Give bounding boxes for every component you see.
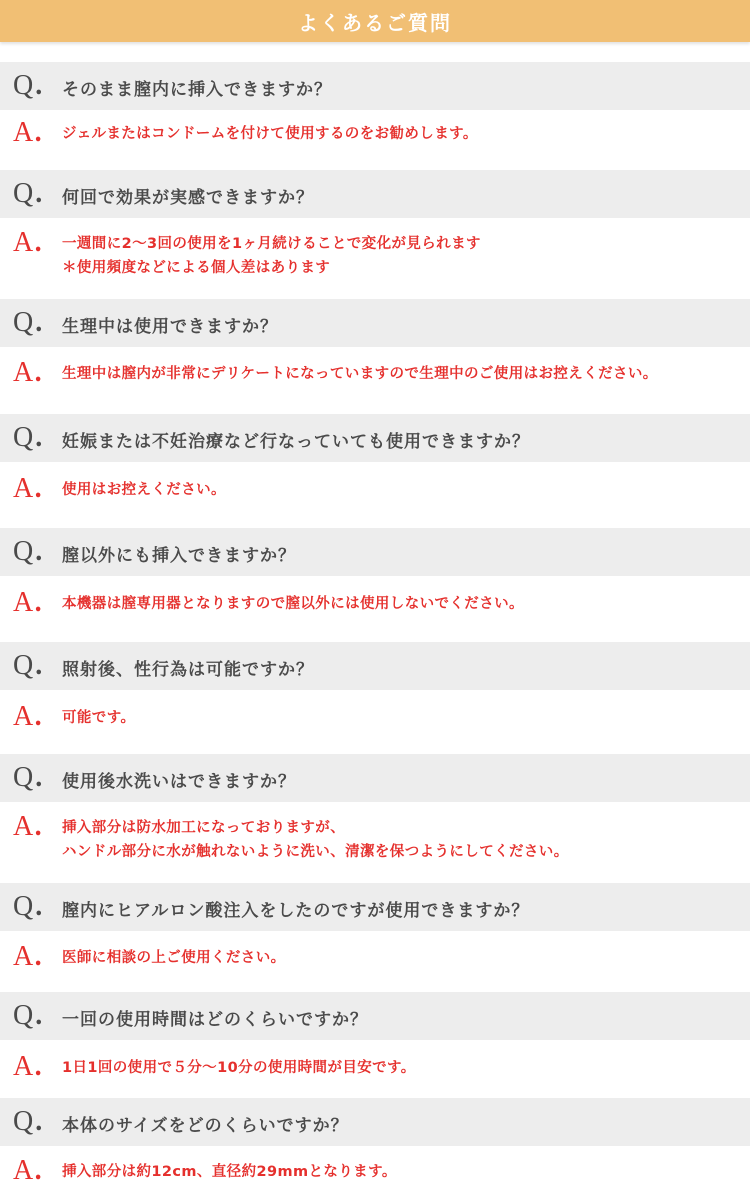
faq-answer-text: 挿入部分は約12cm、直径約29mmとなります。 <box>62 1164 397 1180</box>
faq-answer-text: 使用はお控えください。 <box>62 482 226 498</box>
faq-question-text: 膣内にヒアルロン酸注入をしたのですが使用できますか？ <box>62 901 530 921</box>
faq-question-row <box>0 883 750 931</box>
faq-question-row <box>0 642 750 690</box>
faq-question-text: 妊娠または不妊治療など行なっていても使用できますか？ <box>62 432 530 452</box>
faq-question-row <box>0 992 750 1040</box>
answer-mark: A. <box>13 1051 43 1082</box>
faq-question-text: 本体のサイズをどのくらいですか？ <box>62 1116 349 1136</box>
faq-question-text: そのまま膣内に挿入できますか？ <box>62 80 332 100</box>
faq-question-row <box>0 62 750 110</box>
question-mark: Q. <box>13 1106 44 1137</box>
faq-answer-text: 医師に相談の上ご使用ください。 <box>62 950 286 966</box>
question-mark: Q. <box>13 307 44 338</box>
faq-question-text: 生理中は使用できますか？ <box>62 317 278 337</box>
question-mark: Q. <box>13 422 44 453</box>
question-mark: Q. <box>13 70 44 101</box>
answer-mark: A. <box>13 117 43 148</box>
page-header <box>0 0 750 42</box>
faq-answer-note: ＊使用頻度などによる個人差はあります <box>62 260 331 276</box>
faq-question-row <box>0 1098 750 1146</box>
question-mark: Q. <box>13 762 44 793</box>
faq-answer-text: ジェルまたはコンドームを付けて使用するのをお勧めします。 <box>62 126 478 142</box>
question-mark: Q. <box>13 1000 44 1031</box>
answer-mark: A. <box>13 941 43 972</box>
answer-mark: A. <box>13 701 43 732</box>
answer-mark: A. <box>13 811 43 842</box>
faq-question-row <box>0 754 750 802</box>
faq-answer-text: 本機器は膣専用器となりますので膣以外には使用しないでください。 <box>62 596 524 612</box>
page-title: よくあるご質問 <box>298 10 452 35</box>
faq-question-row <box>0 414 750 462</box>
faq-question-row <box>0 170 750 218</box>
faq-question-text: 膣以外にも挿入できますか？ <box>62 546 296 566</box>
faq-answer-text: 一週間に2～3回の使用を1ヶ月続けることで変化が見られます <box>62 236 481 252</box>
answer-mark: A. <box>13 227 43 258</box>
faq-answer-text: 生理中は膣内が非常にデリケートになっていますので生理中のご使用はお控えください。 <box>62 366 658 382</box>
question-mark: Q. <box>13 178 44 209</box>
faq-question-text: 何回で効果が実感できますか？ <box>62 188 314 208</box>
answer-mark: A. <box>13 357 43 388</box>
answer-mark: A. <box>13 473 43 504</box>
faq-question-row <box>0 528 750 576</box>
question-mark: Q. <box>13 536 44 567</box>
question-mark: Q. <box>13 891 44 922</box>
faq-answer-text: 可能です。 <box>62 710 136 726</box>
answer-mark: A. <box>13 1155 43 1186</box>
faq-question-text: 使用後水洗いはできますか？ <box>62 772 296 792</box>
faq-question-row <box>0 299 750 347</box>
faq-question-text: 照射後、性行為は可能ですか？ <box>62 660 314 680</box>
faq-answer-text: 挿入部分は防水加工になっておりますが、 <box>62 820 346 836</box>
faq-question-text: 一回の使用時間はどのくらいですか？ <box>62 1010 368 1030</box>
faq-answer-text: ハンドル部分に水が触れないように洗い、清潔を保つようにしてください。 <box>62 844 569 860</box>
faq-answer-text: 1日1回の使用で５分～10分の使用時間が目安です。 <box>62 1060 416 1076</box>
question-mark: Q. <box>13 650 44 681</box>
answer-mark: A. <box>13 587 43 618</box>
